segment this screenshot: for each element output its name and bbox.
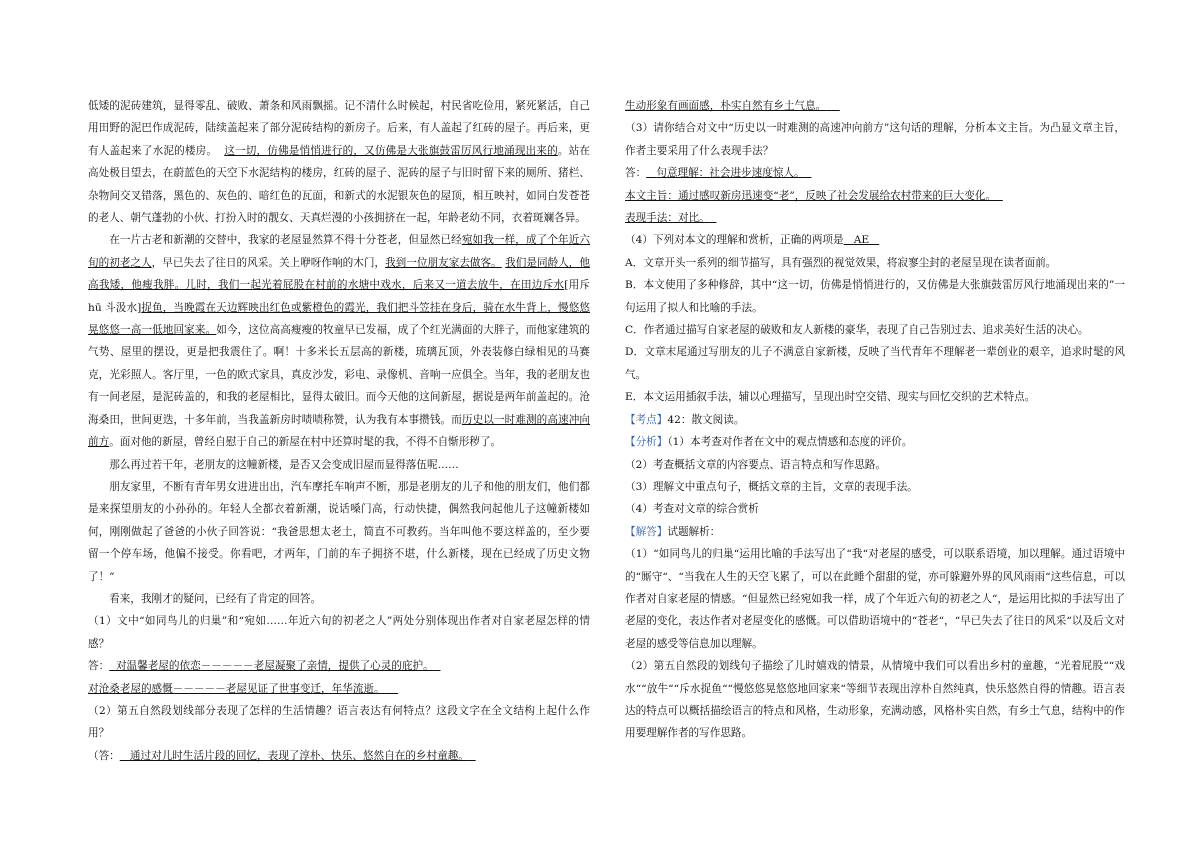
answer-3-line-1 — [625, 162, 1125, 184]
answer-3-line-2 — [625, 185, 1125, 207]
text-run: ，早已失去了往日的风采。关上咿呀作响的木门， — [151, 256, 386, 269]
fenxi-section — [625, 431, 1125, 453]
option-c: C．作者通过描写自家老屋的破败和友人新楼的豪华，表现了自己告别过去、追求美好生活的决心。 — [625, 324, 1089, 337]
option-a: A．文章开头一系列的细节描写，具有强烈的视觉效果，将寂寥尘封的老屋呈现在读者面前。 — [625, 256, 1057, 269]
underlined-sentence: 这一切，仿佛是悄悄进行的，又仿佛是大张旗鼓雷厉风行地涌现出来的 — [224, 144, 558, 157]
kaodian-text: 42：散文阅读。 — [667, 413, 745, 426]
answer-text: AE — [853, 234, 870, 247]
text-run: 在一片古老和新潮的交替中，我家的老屋显然算不得十分苍老，但显然已经 — [109, 234, 462, 247]
answer-text: 对沧桑老屋的感慨－－－－－老屋见证了世事变迁，年华流逝。 — [88, 682, 385, 695]
answer-1-text — [88, 683, 398, 695]
jieda-item-2: （2）第五自然段的划线句子描绘了儿时嬉戏的情景，从情境中我们可以看出乡村的童趣，“光着屁股““戏水““放牛““斥水捉鱼““慢悠悠晃悠悠地回家来“等细节表现出淳朴自然纯真，快乐悠然自得的情趣。语言表达的特点可以概括描绘语言的特点和风格，生动形象，充满动感，风格朴实自然，有乡土气息，结构中的作用要理解作者的写作思路。 — [625, 660, 1125, 740]
answer-text: 本文主旨：通过感叹新房迅速变“老”，反映了社会发展给农村带来的巨大变化。 — [625, 189, 997, 202]
underlined-phrase: 历史以一时难测的高速冲向前方 — [88, 413, 591, 449]
answer-3-text — [625, 190, 1003, 202]
question-2: （2）第五自然段划线部分表现了怎样的生活情趣？语言表达有何特点？这段文字在全文结构上起什么作用？ — [88, 704, 590, 740]
right-column — [625, 95, 1125, 745]
kaodian-section — [625, 409, 1125, 431]
option-d: D．文章末尾通过写朋友的儿子不满意自家新楼，反映了当代青年不理解老一辈创业的艰辛，追求时髦的风气。 — [625, 346, 1125, 381]
paragraph-2 — [88, 229, 590, 453]
answer-1-text — [109, 660, 440, 672]
underlined-passage: 捉鱼，当晚霞在天边辉映出红色或紫橙色的霞光，我们把斗笠挂在身后，骑在水牛背上，慢悠悠晃悠悠一高一低地回家来。 — [88, 301, 590, 337]
kaodian-tag: 【考点】 — [625, 413, 668, 426]
annotation-note: [用斥 hū 斗汲水] — [88, 279, 590, 314]
left-column — [88, 95, 590, 767]
answer-3-text — [646, 167, 811, 179]
option-e: E．本文运用插叙手法，辅以心理描写，呈现出时空交错、现实与回忆交织的艺术特点。 — [625, 391, 1036, 404]
paragraph-1 — [88, 95, 590, 229]
fenxi-text: （1）本考查对作者在文中的观点情感和态度的评价。 — [667, 436, 913, 449]
answer-text: 句意理解：社会进步速度惊人。 — [656, 167, 805, 180]
fenxi-item-2: （2）考查概括文章的内容要点、语言特点和写作思路。 — [625, 458, 886, 471]
answer-2-text — [625, 100, 840, 112]
question-3: （3）请你结合对文中“历史以一时难测的高速冲向前方”这句话的理解，分析本文主旨。为凸显文章主旨，作者主要采用了什么表现手法？ — [625, 122, 1125, 157]
paragraph-4: 朋友家里，不断有青年男女进进出出，汽车摩托车响声不断，那是老朋友的儿子和他的朋友们，他们都是来探望朋友的小孙孙的。年轻人全都衣着新潮，说话嗓门高，行动快捷，偶然我问起他儿子这幢新楼如何，刚刚做起了爸爸的小伙子回答说：“我爸思想太老土，简直不可教药。当年叫他不要这样盖的，至少要留一个停车场，他偏不接受。你看吧，才两年，门前的车子拥挤不堪，什么新楼，现在已经成了历史文物了！” — [88, 480, 590, 583]
jieda-section — [625, 521, 1125, 543]
paragraph-5: 看来，我刚才的疑问，已经有了肯定的回答。 — [109, 592, 322, 605]
answer-1-line-1 — [88, 655, 590, 677]
jieda-tag: 【解答】 — [625, 525, 668, 538]
answer-2-text — [120, 750, 476, 762]
fenxi-item-3: （3）理解文中重点句子，概括文章的主旨，文章的表现手法。 — [625, 480, 918, 493]
jieda-text: 试题解析： — [667, 525, 721, 538]
answer-prefix: （答： — [88, 749, 120, 762]
answer-3-text — [625, 212, 717, 224]
paragraph-3: 那么再过若干年，老朋友的这幢新楼，是否又会变成旧屋而显得落伍呢…… — [109, 458, 459, 471]
question-text: （4）下列对本文的理解和赏析，正确的两项是 — [625, 234, 844, 247]
answer-text: 生动形象有画面感，朴实自然有乡土气息。 — [625, 100, 827, 112]
text-run: 低矮的泥砖建筑，显得零乱、破败、萧条和风雨飘摇。记不清什么时候起，村民省吃俭用，紧死紧活，自己用田野的泥巴作成泥砖，陆续盖起来了部分泥砖结构的新房子。后来，有人盖起了红砖的屋子。再后来，更有人盖起来了水泥的楼房。 — [88, 100, 590, 157]
answer-text: 表现手法：对比。 — [625, 212, 710, 225]
question-4 — [625, 229, 1125, 251]
question-1: （1）文中“如同鸟儿的归巢”和“宛如……年近六旬的初老之人”两处分别体现出作者对自家老屋怎样的情感？ — [88, 615, 590, 650]
answer-3-line-3 — [625, 207, 1125, 229]
answer-2-line-2 — [625, 95, 1125, 117]
option-b: B．本文使用了多种修辞，其中“这一切，仿佛是悄悄进行的，又仿佛是大张旗鼓雷厉风行地涌现出来的”一句运用了拟人和比喻的手法。 — [625, 279, 1125, 314]
answer-2-line-1 — [88, 745, 590, 767]
question-4-answer — [844, 234, 880, 246]
fenxi-item-4: （4）考查对文章的综合赏析 — [625, 503, 759, 516]
answer-prefix: 答： — [88, 660, 110, 673]
answer-prefix: 答： — [625, 167, 647, 180]
answer-text: 通过对儿时生活片段的回忆，表现了淳朴、快乐、悠然自在的乡村童趣。 — [129, 749, 469, 762]
answer-1-line-2 — [88, 678, 590, 700]
text-run: 。面对他的新屋，曾经自慰于自己的新屋在村中还算时髦的我，不得不自惭形秽了。 — [109, 436, 502, 449]
text-run: 如今，这位高高瘦瘦的牧童早已发福，成了个红光满面的大胖子，而他家建筑的气势、屋里的摆设，更是把我震住了。啊！十多米长五层高的新楼，琉璃瓦顶，外表装修白绿相见的马赛克，光彩照人。客厅里，一色的欧式家具，真皮沙发，彩电、录像机、音响一应俱全。当年，我的老朋友也有一间老屋，是泥砖盖的，和我的老屋相比，显得太破旧。而今天他的这间新屋，据说是两年前盖起的。沧海桑田，世间更迭，十多年前，当我盖新房时啧啧称赞，认为我有本事攒钱。而 — [88, 324, 591, 426]
underlined-phrase: 我到一位朋友家去做客。 — [385, 256, 502, 269]
text-run: 。站在高处极目望去，在蔚蓝色的天空下水泥结构的楼房，红砖的屋子、泥砖的屋子与旧时留下来的厕所、猪栏、杂物间交叉错落，黑色的、灰色的、暗红色的瓦面，和新式的水泥银灰色的屋顶，相互映衬，如同白发苍苍的老人、朝气蓬勃的小伙、打扮入时的靓女、天真烂漫的小孩拥挤在一起，年龄老幼不同，衣着斑斓各异。 — [88, 144, 590, 225]
fenxi-tag: 【分析】 — [625, 436, 668, 449]
jieda-item-1: （1）“如同鸟儿的归巢“运用比喻的手法写出了“我“对老屋的感受，可以联系语境，加以理解。通过语境中的“厮守“、“当我在人生的天空飞累了，可以在此睡个甜甜的觉，亦可躲避外界的风风雨雨“这些信息，可以作者对自家老屋的情感。“但显然已经宛如我一样，成了个年近六旬的初老之人“，是运用比拟的手法写出了老屋的变化，表达作者对老屋变化的感慨。可以借助语境中的“苍老“，“早已失去了往日的风采“以及后文对老屋的感受等信息加以理解。 — [625, 548, 1125, 650]
answer-text: 对温馨老屋的依恋－－－－－老屋凝聚了亲情，提供了心灵的庇护。 — [115, 660, 434, 673]
underlined-passage: 我们是同龄人，他高我矮，他瘦我胖。儿时，我们一起光着屁股在村前的水塘中戏水，后来又一道去放牛，在田边斥水 — [88, 256, 591, 292]
underlined-phrase: 宛如我一样，成了个年近六旬的初老之人 — [88, 234, 591, 269]
